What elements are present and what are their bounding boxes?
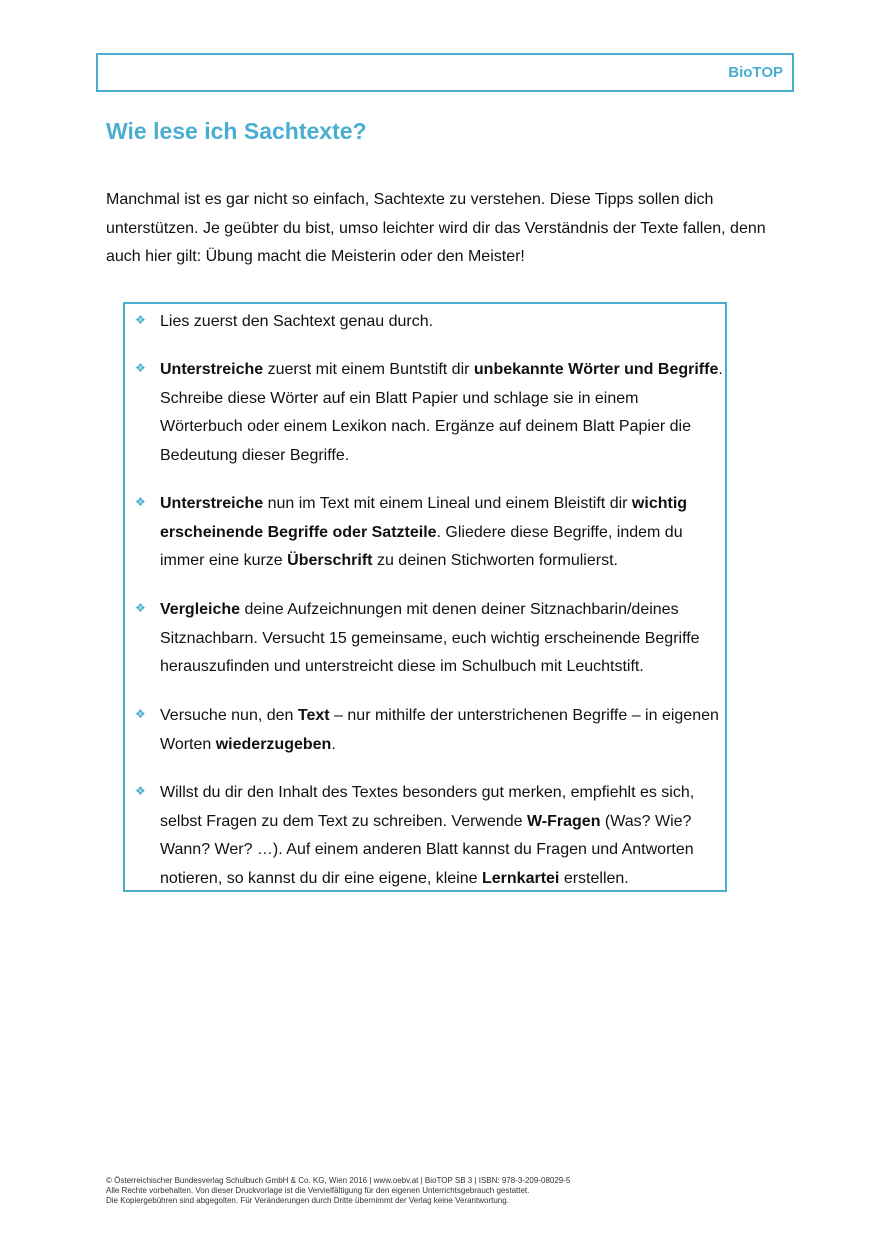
tip-bold-run: Unterstreiche <box>160 361 264 378</box>
diamond-bullet-icon: ❖ <box>135 313 146 327</box>
tip-bold-run: wiederzugeben <box>215 735 332 753</box>
tip-text <box>160 356 725 470</box>
tip-text <box>160 779 725 893</box>
tip-text-run: nun im Text mit einem Lineal und einem Bleistift dir <box>263 495 632 512</box>
diamond-bullet-icon: ❖ <box>135 784 146 798</box>
tip-bold-run: wichtig erscheinende Begriffe oder Satzteile <box>160 495 688 541</box>
tip-text-run: – nur mithilfe der unterstrichenen Begriffe – in eigenen Worten <box>160 707 719 753</box>
tip-text <box>160 490 725 576</box>
diamond-bullet-icon: ❖ <box>135 495 146 509</box>
intro-paragraph: Manchmal ist es gar nicht so einfach, Sachtexte zu verstehen. Diese Tipps sollen dich unterstützen. Je geübter du bist, umso leichter wird dir das Verständnis der Texte fallen, denn auch hier gilt: Übung macht die Meisterin oder den Meister! <box>106 191 766 265</box>
tip-text-run: erstellen. <box>559 869 629 887</box>
tip-text-run: . Schreibe diese Wörter auf ein Blatt Papier und schlage sie in einem Wörterbuch oder einem Lexikon nach. Ergänze auf deinem Blatt Papier die Bedeutung dieser Begriffe. <box>160 361 723 464</box>
header-box <box>96 53 794 92</box>
diamond-bullet-icon: ❖ <box>135 601 146 615</box>
tip-bold-run: Vergleiche <box>160 601 241 618</box>
tip-text <box>160 308 725 337</box>
tip-text-run: (Was? Wie? Wann? Wer? …). Auf einem anderen Blatt kannst du Fragen und Antworten notieren, so kannst du dir eine eigene, kleine <box>160 812 694 887</box>
tip-text-run: zuerst mit einem Buntstift dir <box>263 361 474 378</box>
tip-text-run: deine Aufzeichnungen mit denen deiner Sitznachbarin/deines Sitznachbarn. Versucht 15 gemeinsame, euch wichtig erscheinende Begriffe herauszufinden und unterstreicht diese im Schulbuch mit Leuchtstift. <box>160 601 700 675</box>
tip-text-run: Versuche nun, den <box>160 707 298 724</box>
footer-line: Alle Rechte vorbehalten. Von dieser Druckvorlage ist die Vervielfältigung für den eigenen Unterrichtsgebrauch gestattet. <box>106 1186 530 1195</box>
tip-bold-run: Unterstreiche <box>160 495 264 512</box>
tip-text-run: Willst du dir den Inhalt des Textes besonders gut merken, empfiehlt es sich, selbst Fragen zu dem Text zu schreiben. Verwende <box>160 784 695 830</box>
tip-bold-run: Lernkartei <box>482 869 560 887</box>
tip-bold-run: unbekannte Wörter und Begriffe <box>473 361 719 378</box>
tip-text-run: Lies zuerst den Sachtext genau durch. <box>160 313 434 330</box>
tip-text <box>160 702 725 759</box>
footer-line: © Österreichischer Bundesverlag Schulbuch GmbH & Co. KG, Wien 2016 | www.oebv.at | BioTOP SB 3 | ISBN: 978-3-209-08029-5 <box>106 1176 571 1185</box>
tip-bold-run: W-Fragen <box>527 812 601 830</box>
tip-text-run: zu deinen Stichworten formulierst. <box>372 552 618 569</box>
tip-text <box>160 596 725 682</box>
diamond-bullet-icon: ❖ <box>135 361 146 375</box>
copyright-footer <box>106 1176 806 1206</box>
tip-bold-run: Überschrift <box>287 552 373 569</box>
tip-bold-run: Text <box>297 707 330 724</box>
tip-text-run: . Gliedere diese Begriffe, indem du immer eine kurze <box>160 523 683 569</box>
page-title: Wie lese ich Sachtexte? <box>106 118 367 144</box>
tips-box <box>123 302 727 892</box>
tip-text-run: . <box>331 735 336 753</box>
brand-label: BioTOP <box>728 64 783 81</box>
footer-line: Die Kopiergebühren sind abgegolten. Für Veränderungen durch Dritte übernimmt der Verlag keine Verantwortung. <box>106 1196 509 1205</box>
diamond-bullet-icon: ❖ <box>135 707 146 721</box>
